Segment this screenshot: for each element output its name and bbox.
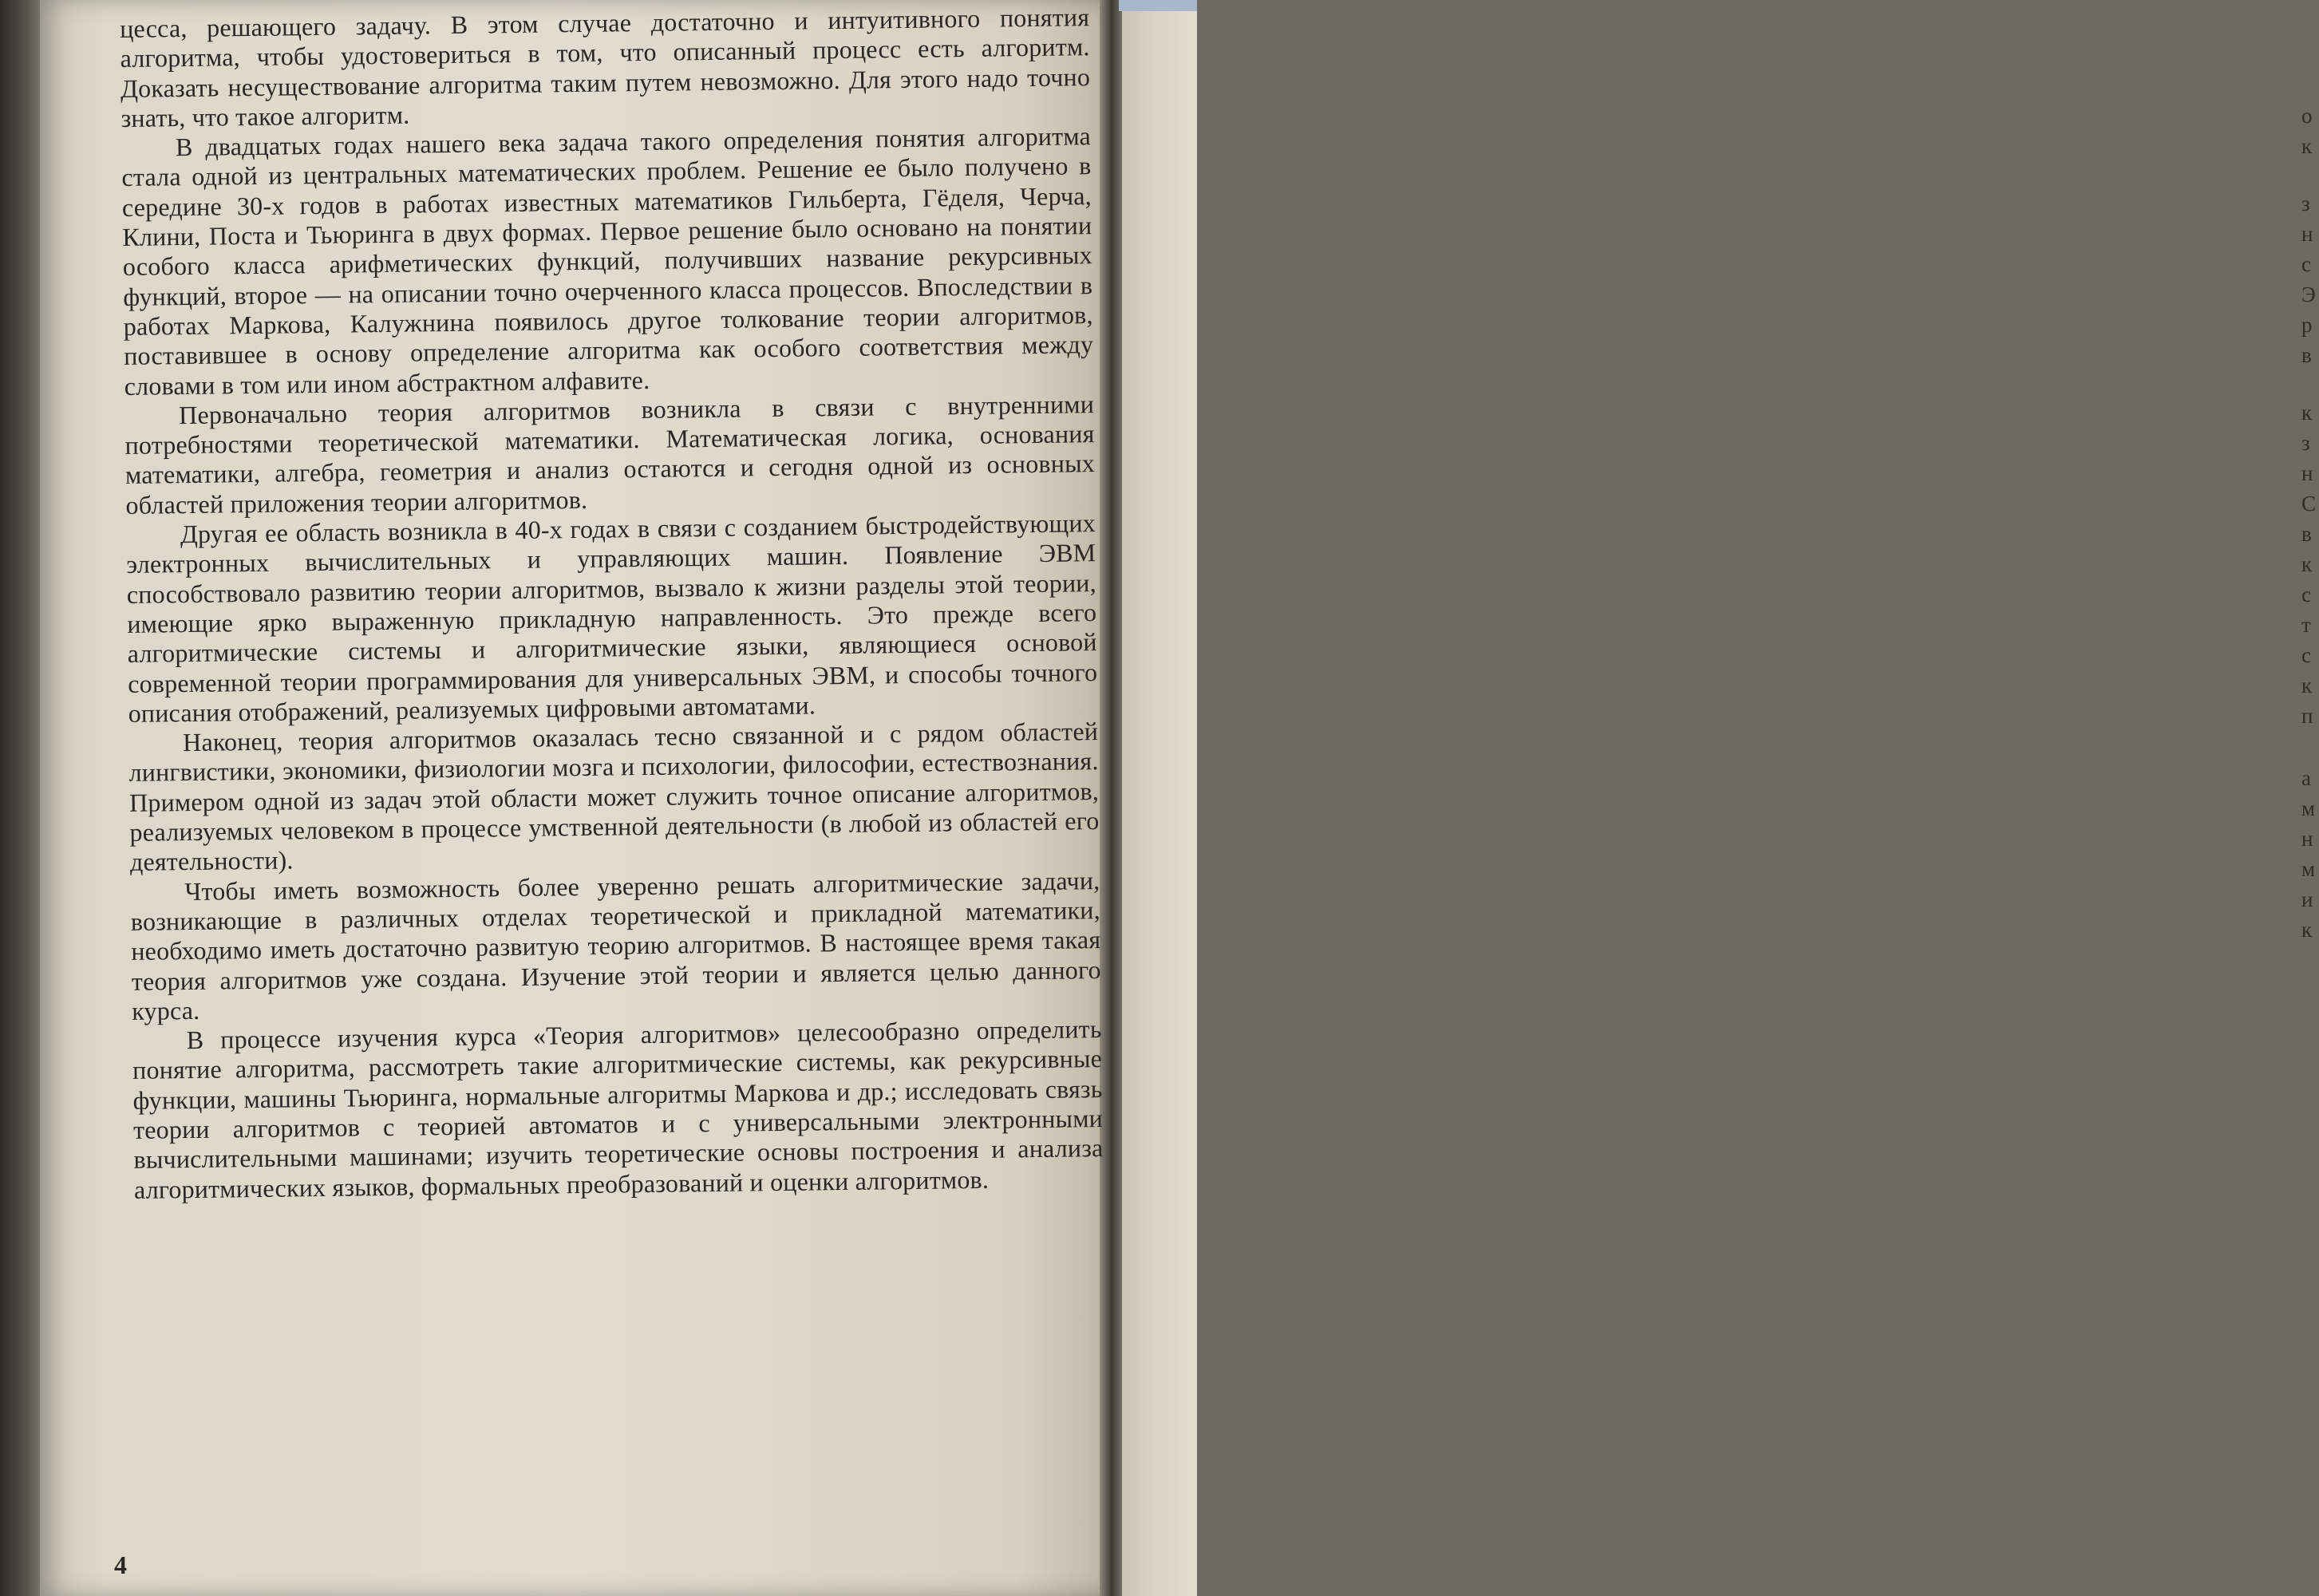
adjacent-page [1122,0,2317,1596]
adjacent-fragment: в [2301,522,2312,546]
adjacent-fragment: Э [2301,282,2316,306]
book-gutter [1100,0,1124,1596]
adjacent-fragment: п [2301,704,2313,728]
adjacent-fragment: т [2301,613,2311,637]
adjacent-fragment: с [2301,643,2311,667]
adjacent-fragment: р [2301,313,2313,337]
adjacent-fragment: с [2301,252,2311,276]
paragraph: Первоначально теория алгоритмов возникла в связи с внутренними потребностями теоретической математики. Математическая логика, основания математики, алгебра, геометрия и анализ остаются и сегодня одной из основных областей приложения теории алгоритмов. [124,389,1096,519]
paragraph: Другая ее область возникла в 40-х годах в связи с созданием быстродействующих электронных вычислительных и управляющих машин. Появление ЭВМ способствовало развитию теории алгоритмов, вызвало к жизни разделы этой теории, имеющие ярко выраженную прикладную направленность. Это прежде всего алгоритмические системы и алгоритмические языки, являющиеся основой современной теории программирования для универсальных ЭВМ, и способы точного описания отображений, реализуемых цифровыми автоматами. [126,508,1098,728]
page-body-text [120,2,1104,1205]
adjacent-fragment: н [2301,461,2313,485]
adjacent-fragment: а [2301,766,2311,790]
paragraph: Чтобы иметь возможность более уверенно решать алгоритмические задачи, возникающие в различных отделах теоретической и прикладной математики, необходимо иметь достаточно развитую теорию алгоритмов. В настоящее время такая теория алгоритмов уже создана. Изучение этой теории и является целью данного курса. [130,865,1101,1025]
paragraph: В двадцатых годах нашего века задача такого определения понятия алгоритма стала одной из центральных математических проблем. Решение ее было получено в середине 30-х годов в работах известных математиков Гильберта, Гёделя, Черча, Клини, Поста и Тьюринга в двух формах. Первое решение было основано на понятии особого класса арифметических функций, получивших название рекурсивных функций, второе — на описании точно очерченного класса процессов. Впоследствии в работах Маркова, Калужнина появилось другое толкование теории алгоритмов, поставившее в основу определение алгоритма как особого соответствия между словами в том или ином абстрактном алфавите. [121,121,1094,401]
paragraph: В процессе изучения курса «Теория алгоритмов» целесообразно определить понятие алгоритма, рассмотреть такие алгоритмические системы, как рекурсивные функции, машины Тьюринга, нормальные алгоритмы Маркова и др.; исследовать связь теории алгоритмов с теорией автоматов и с универсальными электронными вычислительными машинами; изучить теоретические основы построения и анализа алгоритмических языков, формальных преобразований и оценки алгоритмов. [132,1014,1104,1204]
adjacent-fragment: н [2301,222,2313,246]
adjacent-fragment: к [2301,134,2313,158]
paragraph: цесса, решающего задачу. В этом случае достаточно и интуитивного понятия алгоритма, чтобы удостовериться в том, что описанный процесс есть алгоритм. Доказать несуществование алгоритма таким путем невозможно. Для этого надо точно знать, что такое алгоритм. [120,2,1091,132]
adjacent-fragment: з [2301,431,2310,455]
page-number: 4 [114,1551,127,1579]
adjacent-fragment: к [2301,674,2313,697]
adjacent-fragment: С [2301,492,2317,516]
paragraph: Наконец, теория алгоритмов оказалась тесно связанной и с рядом областей лингвистики, экономики, физиологии мозга и психологии, философии, естествознания. Примером одной из задач этой области может служить точное описание алгоритмов, реализуемых человеком в процессе умственной деятельности (в любой из областей его деятельности). [128,717,1100,877]
adjacent-fragment: к [2301,552,2313,576]
adjacent-fragment: з [2301,192,2310,215]
adjacent-fragment: м [2301,796,2316,820]
adjacent-fragment: н [2301,827,2313,851]
adjacent-fragment: с [2301,583,2311,606]
adjacent-fragment: к [2301,401,2313,425]
adjacent-fragment: в [2301,343,2312,367]
page-corner-tab [1119,0,1197,11]
adjacent-fragment: о [2301,104,2313,128]
adjacent-fragment: и [2301,887,2313,911]
adjacent-fragment: м [2301,857,2316,881]
adjacent-fragment: к [2301,918,2313,942]
